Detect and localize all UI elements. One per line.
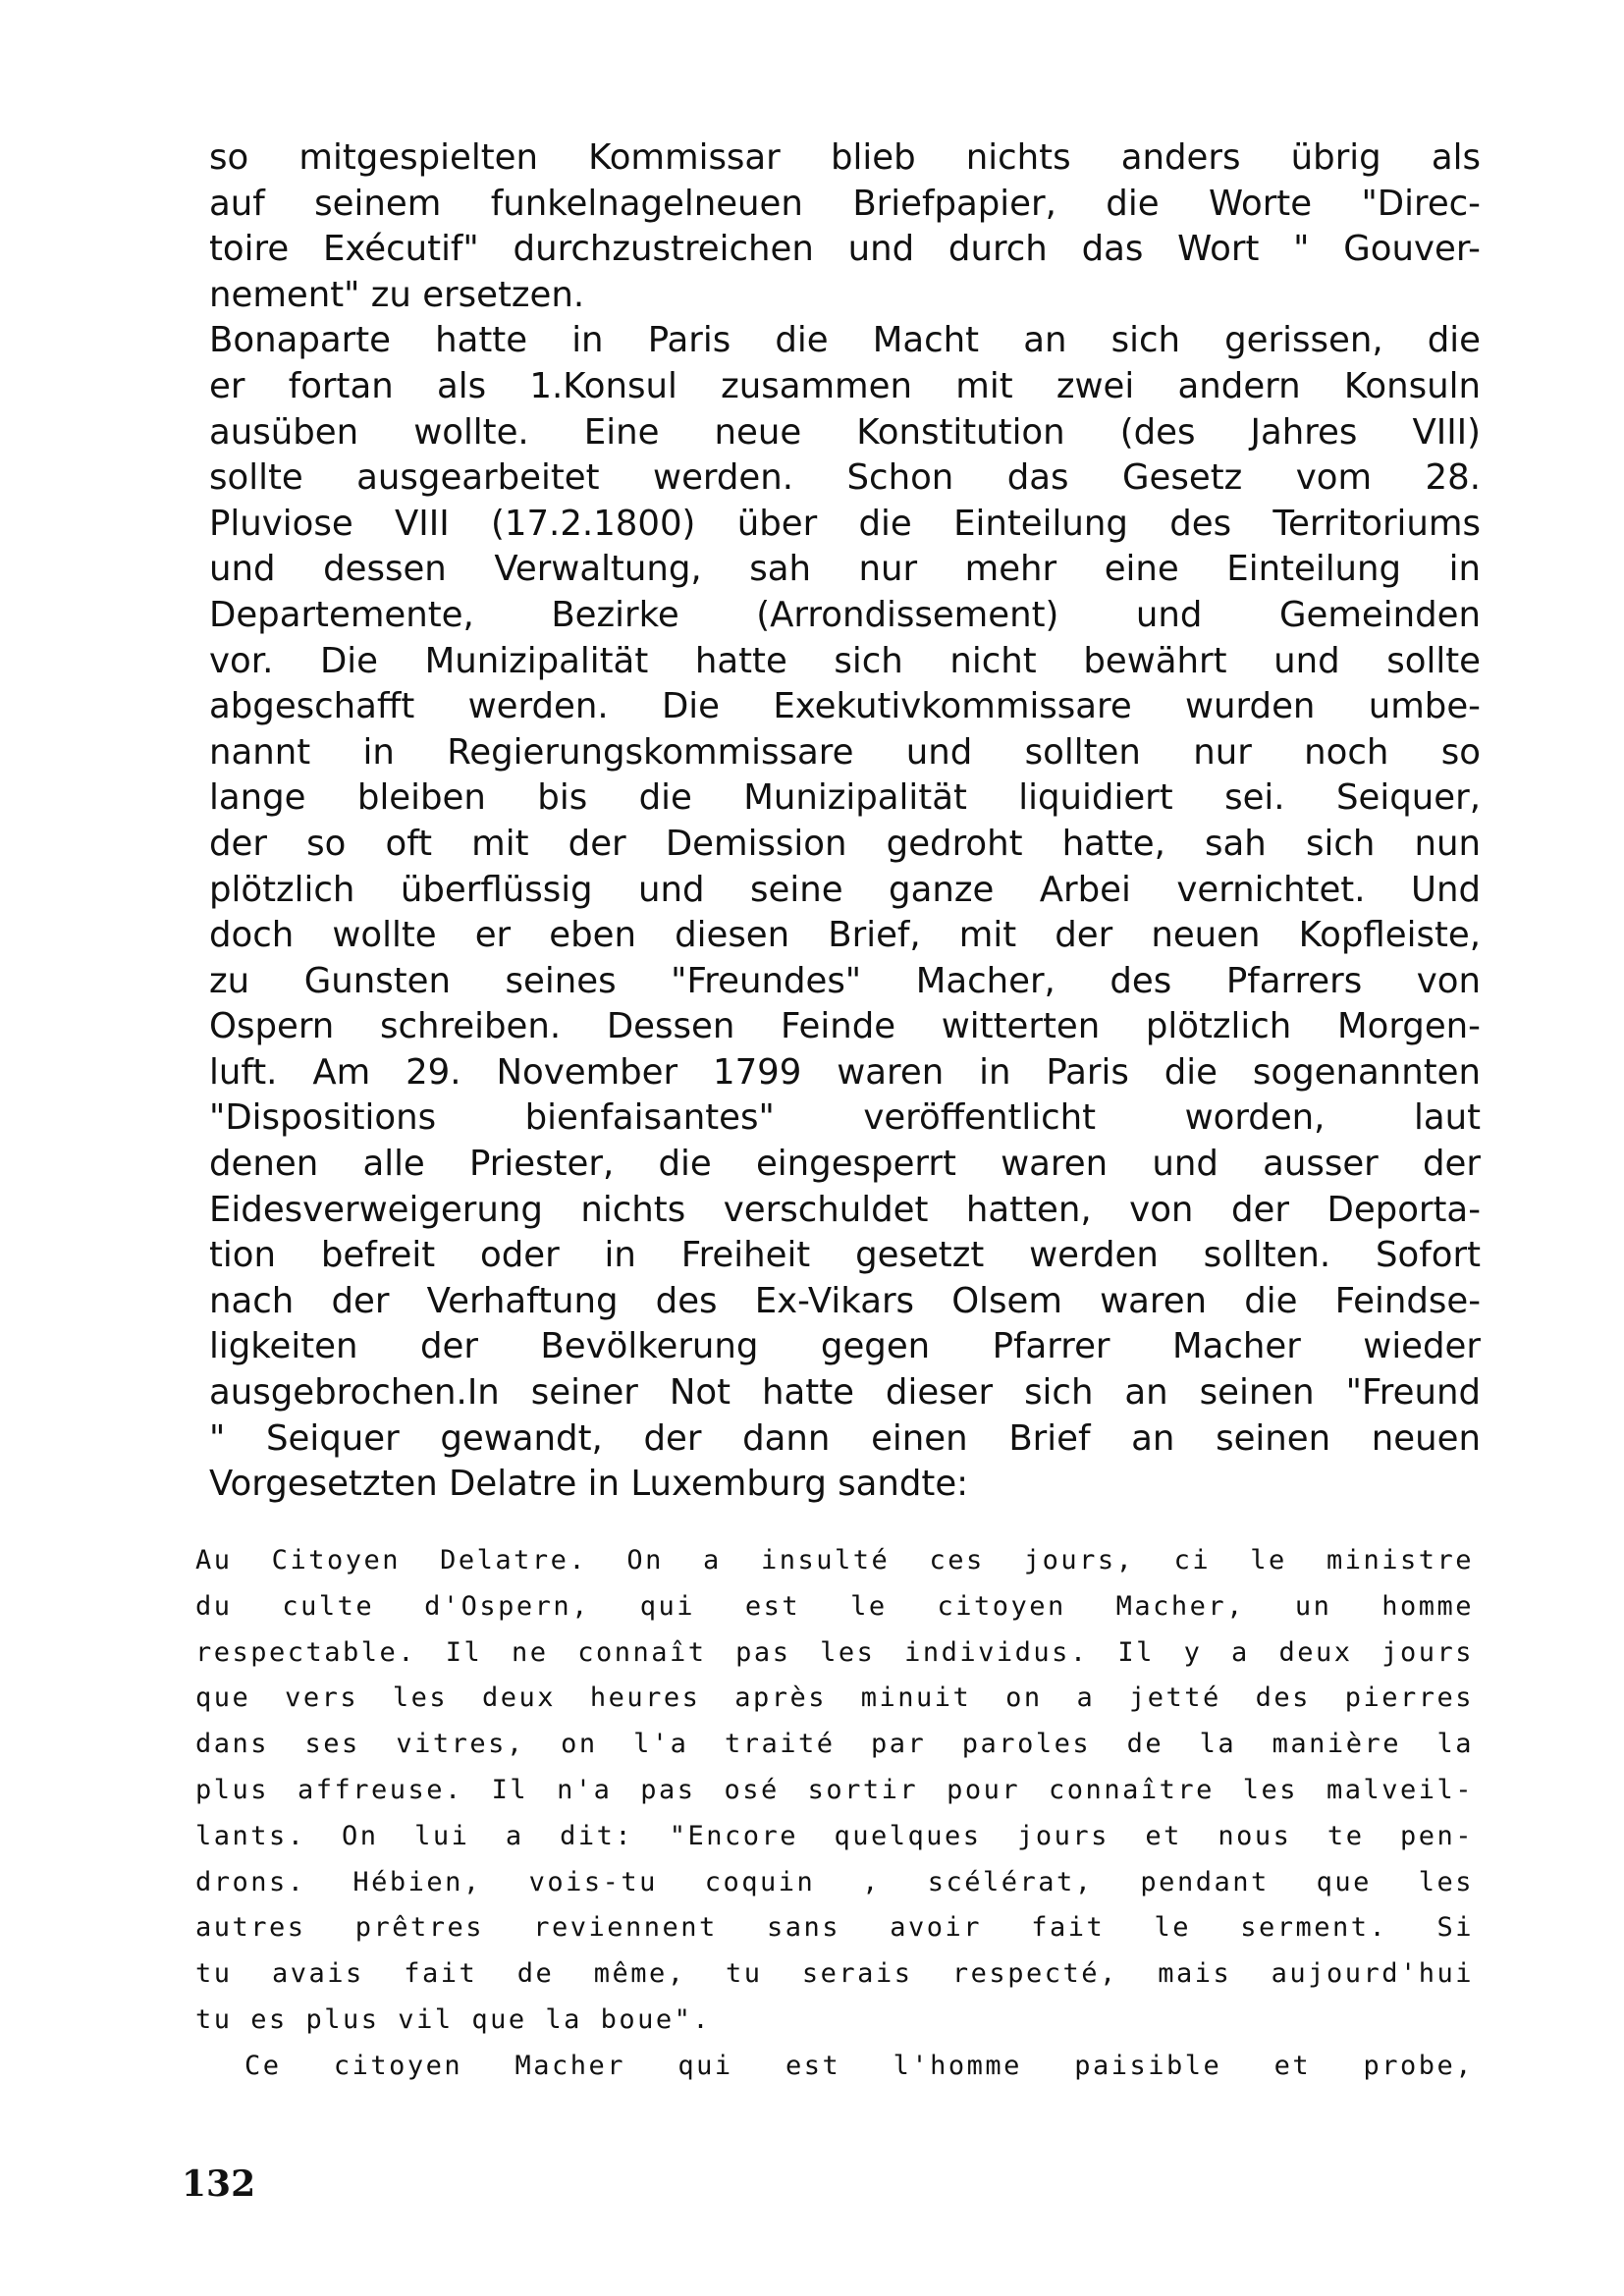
main-text-line: er fortan als 1.Konsul zusammen mit zwei andern Konsuln — [209, 365, 1481, 406]
quoted-letter-block — [195, 1538, 1474, 2090]
quoted-letter-line: dans ses vitres, on l'a traité par paroles de la manière la — [195, 1729, 1474, 1760]
main-text-line: nach der Verhaftung des Ex-Vikars Olsem waren die Feindse- — [209, 1280, 1481, 1321]
quoted-letter-line: drons. Hébien, vois-tu coquin , scélérat, pendant que les — [195, 1866, 1474, 1897]
main-text-line: zu Gunsten seines "Freundes" Macher, des Pfarrers von — [209, 960, 1481, 1001]
main-text-line: tion befreit oder in Freiheit gesetzt werden sollten. Sofort — [209, 1235, 1481, 1276]
main-text-line: Ospern schreiben. Dessen Feinde witterten plötzlich Morgen- — [209, 1006, 1481, 1047]
main-text-block — [209, 135, 1481, 1508]
main-text-line: nement" zu ersetzen. — [209, 274, 585, 315]
main-text-line: Eidesverweigerung nichts verschuldet hatten, von der Deporta- — [209, 1189, 1481, 1230]
page-number: 132 — [182, 2163, 256, 2205]
quoted-letter-line: plus affreuse. Il n'a pas osé sortir pour connaître les malveil- — [195, 1774, 1474, 1805]
quoted-letter-line: respectable. Il ne connaît pas les individus. Il y a deux jours — [195, 1636, 1474, 1668]
main-text-line: nannt in Regierungskommissare und sollten nur noch so — [209, 731, 1481, 773]
quoted-letter-line: tu es plus vil que la boue". — [195, 2003, 712, 2035]
quoted-letter-line: que vers les deux heures après minuit on a jetté des pierres — [195, 1682, 1474, 1714]
main-text-line: ligkeiten der Bevölkerung gegen Pfarrer Macher wieder — [209, 1326, 1481, 1367]
quoted-letter-line: Ce citoyen Macher qui est l'homme paisible et probe, — [244, 2050, 1474, 2081]
main-text-line: " Seiquer gewandt, der dann einen Brief an seinen neuen — [209, 1417, 1481, 1459]
quoted-letter-line: lants. On lui a dit: "Encore quelques jours et nous te pen- — [195, 1820, 1474, 1851]
main-text-line: abgeschafft werden. Die Exekutivkommissare wurden umbe- — [209, 686, 1481, 727]
main-text-line: doch wollte er eben diesen Brief, mit der neuen Kopfleiste, — [209, 915, 1481, 956]
main-text-line: sollte ausgearbeitet werden. Schon das Gesetz vom 28. — [209, 457, 1481, 499]
quoted-letter-line: tu avais fait de même, tu serais respecté, mais aujourd'hui — [195, 1958, 1474, 1990]
main-text-line: und dessen Verwaltung, sah nur mehr eine Einteilung in — [209, 549, 1481, 590]
quoted-letter-line: Au Citoyen Delatre. On a insulté ces jours, ci le ministre — [195, 1545, 1474, 1575]
main-text-line: lange bleiben bis die Munizipalität liquidiert sei. Seiquer, — [209, 777, 1481, 819]
main-text-line: plötzlich überflüssig und seine ganze Arbei vernichtet. Und — [209, 869, 1481, 910]
main-text-line: Pluviose VIII (17.2.1800) über die Einteilung des Territoriums — [209, 503, 1481, 544]
main-text-line: Departemente, Bezirke (Arrondissement) und Gemeinden — [209, 594, 1481, 635]
main-text-line: denen alle Priester, die eingesperrt waren und ausser der — [209, 1144, 1481, 1185]
main-text-line: luft. Am 29. November 1799 waren in Paris die sogenannten — [209, 1051, 1481, 1093]
quoted-letter-line: du culte d'Ospern, qui est le citoyen Macher, un homme — [195, 1590, 1474, 1622]
main-text-line: "Dispositions bienfaisantes" veröffentlicht worden, laut — [209, 1097, 1481, 1139]
main-text-line: der so oft mit der Demission gedroht hatte, sah sich nun — [209, 823, 1481, 864]
quoted-letter-line: autres prêtres reviennent sans avoir fait le serment. Si — [195, 1912, 1474, 1944]
main-text-line: vor. Die Munizipalität hatte sich nicht bewährt und sollte — [209, 640, 1481, 681]
main-text-line: toire Exécutif" durchzustreichen und durch das Wort " Gouver- — [209, 229, 1481, 270]
main-text-line: so mitgespielten Kommissar blieb nichts anders übrig als — [209, 137, 1481, 178]
main-text-line: ausgebrochen.In seiner Not hatte dieser sich an seinen "Freund — [209, 1372, 1481, 1414]
main-text-line: auf seinem funkelnagelneuen Briefpapier, die Worte "Direc- — [209, 183, 1481, 224]
main-text-line: ausüben wollte. Eine neue Konstitution (des Jahres VIII) — [209, 411, 1481, 453]
main-text-line: Bonaparte hatte in Paris die Macht an sich gerissen, die — [209, 320, 1481, 361]
main-text-line: Vorgesetzten Delatre in Luxemburg sandte: — [209, 1464, 969, 1505]
